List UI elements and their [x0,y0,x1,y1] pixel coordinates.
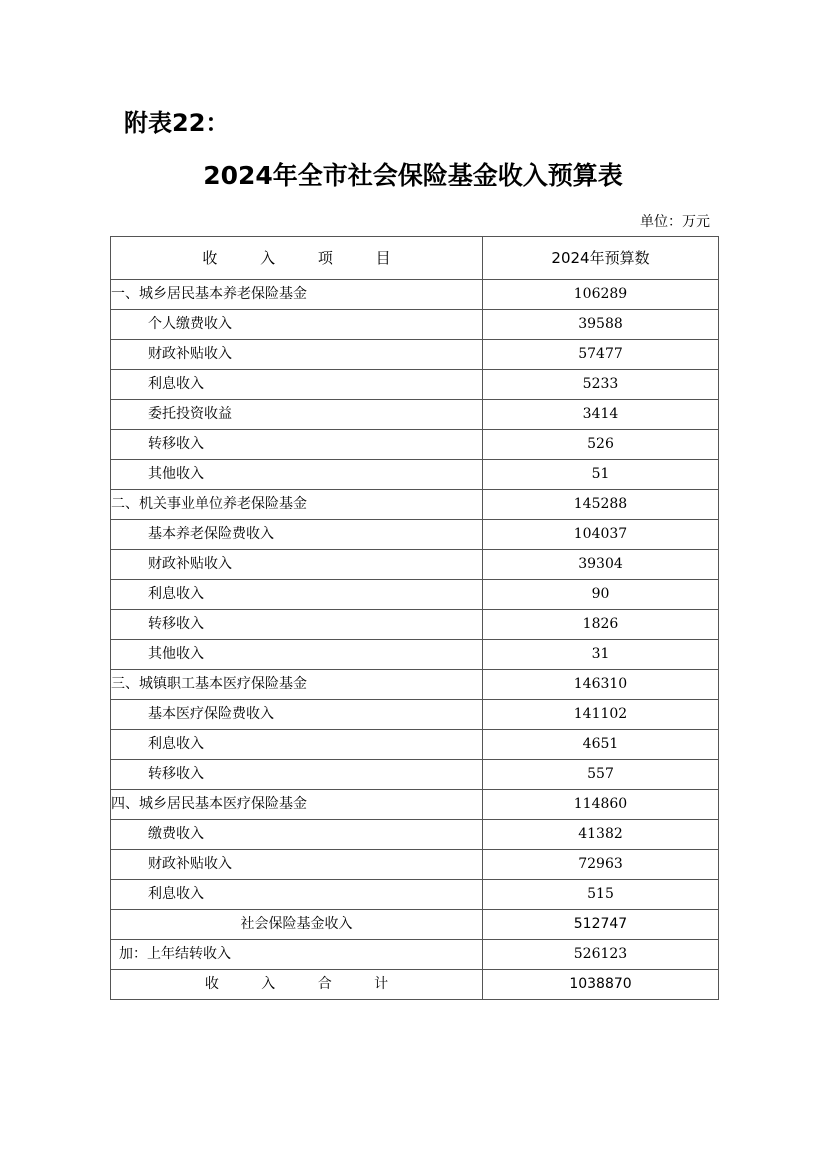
table-row [111,490,719,520]
row-value: 39588 [483,310,719,340]
table-row [111,730,719,760]
table-row [111,430,719,460]
row-value: 515 [483,880,719,910]
row-value: 51 [483,460,719,490]
table-header [111,237,719,280]
row-value: 146310 [483,670,719,700]
row-value: 106289 [483,280,719,310]
row-value: 557 [483,760,719,790]
row-item: 利息收入 [111,730,483,760]
row-value: 57477 [483,340,719,370]
row-item: 财政补贴收入 [111,850,483,880]
total-row [111,970,719,1000]
unit-note: 单位：万元 [640,214,710,230]
row-value: 141102 [483,700,719,730]
row-value: 104037 [483,520,719,550]
table-body [111,280,719,1000]
row-value: 145288 [483,490,719,520]
row-item: 一、城乡居民基本养老保险基金 [111,280,483,310]
table-row [111,580,719,610]
row-item: 基本医疗保险费收入 [111,700,483,730]
row-value: 4651 [483,730,719,760]
table-row [111,610,719,640]
row-item: 委托投资收益 [111,400,483,430]
row-item: 基本养老保险费收入 [111,520,483,550]
header-item [111,237,483,280]
table-row [111,460,719,490]
row-item: 转移收入 [111,430,483,460]
row-value: 72963 [483,850,719,880]
subtotal-value: 512747 [483,910,719,940]
budget-table [110,236,719,1000]
table-row [111,850,719,880]
row-value: 39304 [483,550,719,580]
row-value: 1826 [483,610,719,640]
row-item: 三、城镇职工基本医疗保险基金 [111,670,483,700]
row-item: 二、机关事业单位养老保险基金 [111,490,483,520]
table-row [111,640,719,670]
attachment-label: 附表22： [124,109,230,137]
header-budget: 2024年预算数 [483,237,719,280]
total-value: 1038870 [483,970,719,1000]
row-item: 利息收入 [111,880,483,910]
row-item: 财政补贴收入 [111,550,483,580]
total-label [111,970,483,1000]
carryover-value: 526123 [483,940,719,970]
table-row [111,520,719,550]
row-value: 3414 [483,400,719,430]
carryover-label: 加：上年结转收入 [111,940,483,970]
row-item: 财政补贴收入 [111,340,483,370]
table-row [111,700,719,730]
header-row [111,237,719,280]
row-value: 526 [483,430,719,460]
table-row [111,370,719,400]
row-value: 114860 [483,790,719,820]
row-item: 利息收入 [111,580,483,610]
table-row [111,880,719,910]
table-row [111,310,719,340]
row-value: 5233 [483,370,719,400]
table-row [111,760,719,790]
header-item-label: 收 入 项 目 [202,249,410,267]
row-item: 其他收入 [111,460,483,490]
table-row [111,790,719,820]
total-label-text: 收 入 合 计 [204,976,408,992]
row-item: 利息收入 [111,370,483,400]
row-item: 缴费收入 [111,820,483,850]
row-value: 31 [483,640,719,670]
table-row [111,820,719,850]
row-item: 转移收入 [111,760,483,790]
row-value: 41382 [483,820,719,850]
row-item: 四、城乡居民基本医疗保险基金 [111,790,483,820]
table-row [111,280,719,310]
page-title: 2024年全市社会保险基金收入预算表 [203,161,623,190]
table-row [111,670,719,700]
table-row [111,550,719,580]
carryover-row [111,940,719,970]
row-item: 转移收入 [111,610,483,640]
subtotal-label: 社会保险基金收入 [111,910,483,940]
row-item: 其他收入 [111,640,483,670]
row-value: 90 [483,580,719,610]
row-item: 个人缴费收入 [111,310,483,340]
table-row [111,400,719,430]
subtotal-row [111,910,719,940]
table-row [111,340,719,370]
